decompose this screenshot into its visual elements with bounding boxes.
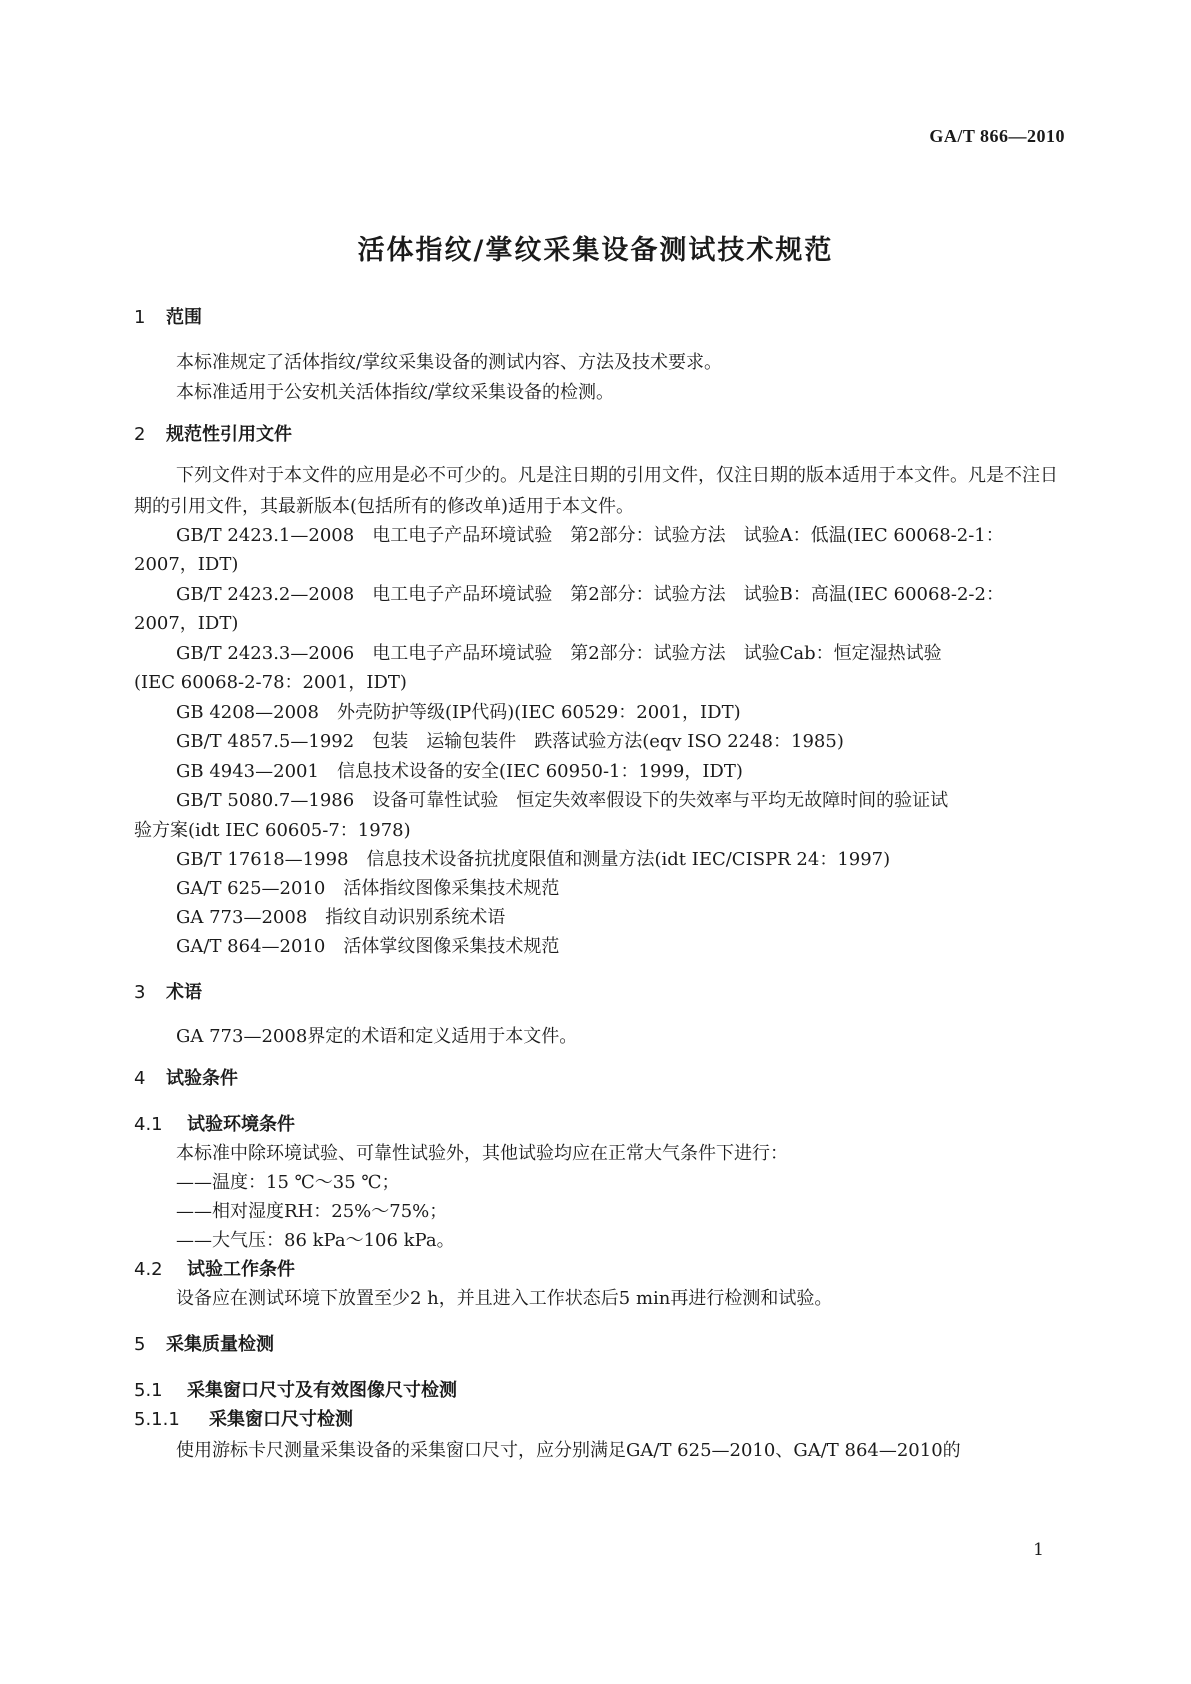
reference-line: GB 4208—2008 外壳防护等级(IP代码)(IEC 60529：2001，IDT): [176, 702, 741, 723]
reference-line: 2007，IDT): [134, 554, 239, 575]
reference-line: GB/T 5080.7—1986 设备可靠性试验 恒定失效率假设下的失效率与平均无故障时间的验证试: [176, 790, 949, 811]
subsection-title: 试验工作条件: [187, 1259, 295, 1280]
section-number: 2: [134, 424, 146, 445]
subsection-number: 5.1.1: [134, 1409, 180, 1430]
section-number: 1: [134, 307, 146, 328]
page-number: 1: [1033, 1540, 1044, 1560]
paragraph: 使用游标卡尺测量采集设备的采集窗口尺寸，应分别满足GA/T 625—2010、GA/T 864—2010的: [176, 1440, 961, 1461]
reference-line: 2007，IDT): [134, 613, 239, 634]
reference-line: GB/T 2423.2—2008 电工电子产品环境试验 第2部分：试验方法 试验B：高温(IEC 60068-2-2：: [176, 584, 1004, 605]
section-title: 规范性引用文件: [166, 424, 292, 445]
reference-line: GB/T 4857.5—1992 包装 运输包装件 跌落试验方法(eqv ISO 2248：1985): [176, 731, 844, 752]
section-1-heading: [134, 303, 202, 329]
section-number: 4: [134, 1068, 146, 1089]
reference-line: 验方案(idt IEC 60605-7：1978): [134, 820, 411, 841]
reference-line: GA/T 625—2010 活体指纹图像采集技术规范: [176, 878, 560, 899]
paragraph: 下列文件对于本文件的应用是必不可少的。凡是注日期的引用文件，仅注日期的版本适用于本文件。凡是不注日期的引用文件，其最新版本(包括所有的修改单)适用于本文件。: [134, 465, 1058, 517]
section-number: 5: [134, 1334, 146, 1355]
paragraph: GA 773—2008界定的术语和定义适用于本文件。: [176, 1026, 578, 1047]
list-item: ——温度：15 ℃～35 ℃；: [176, 1172, 400, 1193]
paragraph: 设备应在测试环境下放置至少2 h，并且进入工作状态后5 min再进行检测和试验。: [176, 1288, 833, 1309]
reference-line: (IEC 60068-2-78：2001，IDT): [134, 672, 407, 693]
section-3-heading: [134, 978, 202, 1004]
section-number: 3: [134, 982, 146, 1003]
paragraph: 本标准适用于公安机关活体指纹/掌纹采集设备的检测。: [176, 382, 615, 403]
section-title: 范围: [166, 307, 202, 328]
section-2-heading: [134, 420, 292, 446]
subsection-4-1-heading: [134, 1110, 295, 1136]
standard-number: GA/T 866—2010: [929, 126, 1065, 146]
list-item: ——相对湿度RH：25%～75%；: [176, 1201, 448, 1222]
subsection-4-2-heading: [134, 1255, 295, 1281]
subsection-5-1-heading: [134, 1376, 457, 1402]
document-title: 活体指纹/掌纹采集设备测试技术规范: [357, 235, 834, 266]
reference-line: GB/T 2423.3—2006 电工电子产品环境试验 第2部分：试验方法 试验Cab：恒定湿热试验: [176, 643, 942, 664]
subsection-title: 试验环境条件: [187, 1114, 295, 1135]
section-title: 采集质量检测: [166, 1334, 274, 1355]
reference-line: GB/T 17618—1998 信息技术设备抗扰度限值和测量方法(idt IEC/CISPR 24：1997): [176, 849, 891, 870]
list-item: ——大气压：86 kPa～106 kPa。: [176, 1230, 455, 1251]
subsection-number: 4.2: [134, 1259, 163, 1280]
subsection-number: 5.1: [134, 1380, 163, 1401]
reference-line: GA/T 864—2010 活体掌纹图像采集技术规范: [176, 936, 560, 957]
section-5-heading: [134, 1330, 274, 1356]
paragraph: 本标准中除环境试验、可靠性试验外，其他试验均应在正常大气条件下进行：: [176, 1143, 788, 1164]
subsection-5-1-1-heading: [134, 1405, 353, 1431]
section-title: 术语: [166, 982, 202, 1003]
paragraph: 本标准规定了活体指纹/掌纹采集设备的测试内容、方法及技术要求。: [176, 352, 723, 373]
subsection-title: 采集窗口尺寸及有效图像尺寸检测: [187, 1380, 457, 1401]
subsection-number: 4.1: [134, 1114, 163, 1135]
subsection-title: 采集窗口尺寸检测: [209, 1409, 353, 1430]
section-4-heading: [134, 1064, 238, 1090]
reference-line: GB/T 2423.1—2008 电工电子产品环境试验 第2部分：试验方法 试验A：低温(IEC 60068-2-1：: [176, 525, 1004, 546]
reference-line: GA 773—2008 指纹自动识别系统术语: [176, 907, 506, 928]
reference-line: GB 4943—2001 信息技术设备的安全(IEC 60950-1：1999，IDT): [176, 761, 743, 782]
section-title: 试验条件: [166, 1068, 238, 1089]
